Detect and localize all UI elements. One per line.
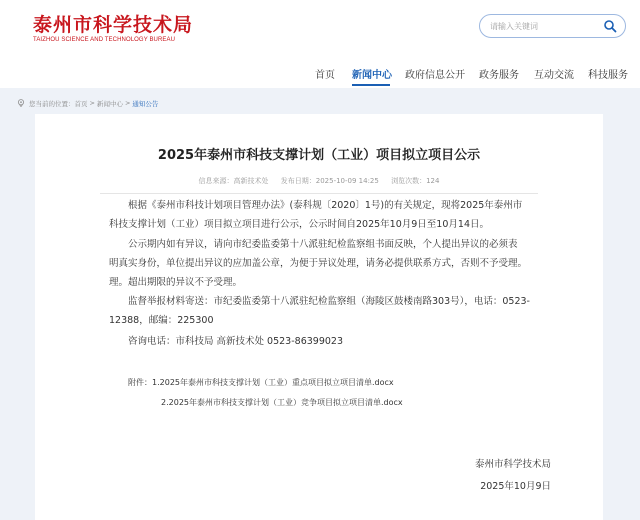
article-paragraph-4 bbox=[109, 332, 555, 351]
article-paragraph-2 bbox=[109, 235, 555, 292]
article-paragraph-3 bbox=[109, 292, 555, 330]
site-header bbox=[0, 0, 640, 56]
sign-organization: 泰州市科学技术局 bbox=[474, 459, 551, 470]
paragraph-line: 明真实身份，单位提出异议的应加盖公章，为便于异议处理，请务必提供联系方式，否则不予受理。 bbox=[109, 258, 528, 269]
breadcrumb-separator: > bbox=[89, 99, 95, 107]
nav-item-gov-service[interactable]: 政务服务 bbox=[479, 70, 519, 81]
article-meta bbox=[35, 176, 603, 186]
breadcrumb-home[interactable]: 首页 bbox=[74, 99, 88, 108]
paragraph-line: 根据《泰州市科技计划项目管理办法》(泰科规〔2020〕1号)的有关规定，现将2025年泰州市 bbox=[128, 200, 523, 211]
paragraph-line: 监督举报材料寄送：市纪委监委第十八派驻纪检监察组（海陵区鼓楼南路303号），电话：0523- bbox=[128, 296, 530, 307]
breadcrumb-news-center[interactable]: 新闻中心 bbox=[96, 99, 123, 108]
search-box bbox=[479, 14, 626, 38]
nav-item-tech-service[interactable]: 科技服务 bbox=[588, 70, 628, 81]
logo-title: 泰州市科学技术局 bbox=[33, 14, 194, 36]
nav-active-indicator bbox=[352, 84, 390, 86]
search-input[interactable] bbox=[490, 19, 595, 33]
article-source: 信息来源：高新技术处 bbox=[198, 177, 269, 185]
paragraph-line: 咨询电话：市科技局 高新技术处 0523-86399023 bbox=[128, 336, 343, 347]
nav-item-gov-info[interactable]: 政府信息公开 bbox=[405, 70, 465, 81]
breadcrumb bbox=[17, 97, 158, 109]
paragraph-line: 科技支撑计划（工业）项目拟立项目进行公示，公示时间自2025年10月9日至10月14日。 bbox=[109, 219, 489, 230]
article-card bbox=[35, 114, 603, 520]
article-views: 浏览次数：124 bbox=[391, 177, 440, 185]
title-divider bbox=[100, 193, 538, 194]
attachment-link-2[interactable]: 2.2025年泰州市科技支撑计划（工业）竞争项目拟立项目清单.docx bbox=[161, 398, 403, 407]
nav-item-news-center[interactable]: 新闻中心 bbox=[352, 70, 392, 81]
breadcrumb-prefix: 您当前的位置： bbox=[29, 99, 75, 108]
location-icon bbox=[17, 99, 25, 107]
paragraph-line: 12388，邮编：225300 bbox=[109, 315, 214, 326]
main-nav bbox=[0, 60, 640, 86]
nav-item-home[interactable]: 首页 bbox=[315, 70, 335, 81]
article-date: 发布日期：2025-10-09 14:25 bbox=[280, 177, 379, 185]
attachments bbox=[128, 377, 394, 388]
paragraph-line: 公示期内如有异议，请向市纪委监委第十八派驻纪检监察组书面反映，个人提出异议的必须表 bbox=[128, 239, 518, 250]
attachments-second bbox=[161, 397, 403, 408]
site-logo[interactable] bbox=[33, 14, 193, 43]
article-title: 2025年泰州市科技支撑计划（工业）项目拟立项目公示 bbox=[157, 148, 481, 163]
attachment-link-1[interactable]: 1.2025年泰州市科技支撑计划（工业）重点项目拟立项目清单.docx bbox=[152, 378, 394, 387]
article-paragraph-1 bbox=[109, 196, 555, 234]
search-icon[interactable] bbox=[603, 19, 617, 33]
logo-subtitle: TAIZHOU SCIENCE AND TECHNOLOGY BUREAU bbox=[33, 37, 176, 43]
nav-item-interaction[interactable]: 互动交流 bbox=[534, 70, 574, 81]
breadcrumb-notices[interactable]: 通知公告 bbox=[132, 99, 159, 108]
paragraph-line: 理。超出期限的异议不予受理。 bbox=[109, 277, 243, 288]
sign-date: 2025年10月9日 bbox=[480, 481, 551, 492]
attachments-label: 附件： bbox=[128, 378, 152, 387]
breadcrumb-separator: > bbox=[124, 99, 131, 107]
